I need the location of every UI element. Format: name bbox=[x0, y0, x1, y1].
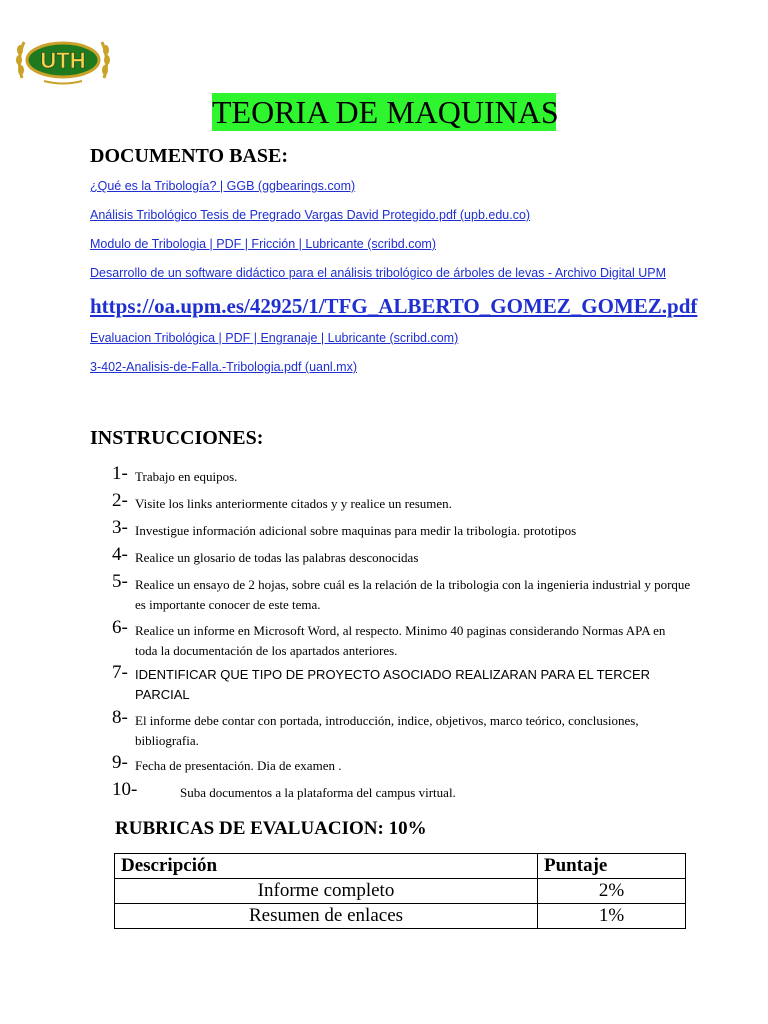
instruction-number: 1- bbox=[112, 463, 128, 484]
instruction-text: Fecha de presentación. Dia de examen . bbox=[135, 758, 342, 773]
uth-logo bbox=[14, 34, 112, 86]
instruction-number: 8- bbox=[112, 707, 128, 728]
instruction-text: Suba documentos a la plataforma del campus virtual. bbox=[180, 785, 456, 800]
instrucciones-heading: INSTRUCCIONES: bbox=[90, 427, 264, 449]
instruction-text: Realice un ensayo de 2 hojas, sobre cuál es la relación de la tribologia con la ingenieria industrial y porque es importante conocer de este tema. bbox=[135, 577, 691, 612]
instruction-text: Investigue información adicional sobre maquinas para medir la tribologia. prototipos bbox=[135, 523, 577, 538]
instruction-number: 2- bbox=[112, 490, 128, 511]
instruction-text: Realice un informe en Microsoft Word, al respecto. Minimo 40 paginas considerando Normas APA en toda la documentación de los apartados anteriores. bbox=[135, 623, 666, 658]
instruction-text: Visite los links anteriormente citados y y realice un resumen. bbox=[135, 496, 452, 511]
table-row bbox=[115, 879, 686, 904]
instruction-number: 9- bbox=[112, 752, 128, 773]
instruction-text: Realice un glosario de todas las palabras desconocidas bbox=[135, 550, 419, 565]
link-scribd-modulo[interactable]: Modulo de Tribologia | PDF | Fricción | Lubricante (scribd.com) bbox=[90, 237, 436, 251]
instruction-number: 3- bbox=[112, 517, 128, 538]
cell-descripcion: Informe completo bbox=[115, 879, 538, 904]
instruction-number: 6- bbox=[112, 617, 128, 638]
cell-puntaje: 2% bbox=[538, 879, 686, 904]
table-header-row bbox=[115, 854, 686, 879]
instruction-number: 7- bbox=[112, 662, 128, 683]
instruction-text: Trabajo en equipos. bbox=[135, 469, 238, 484]
link-upm-archivo[interactable]: Desarrollo de un software didáctico para el análisis tribológico de árboles de levas - Archivo Digital UPM bbox=[90, 266, 666, 280]
cell-descripcion: Resumen de enlaces bbox=[115, 904, 538, 929]
link-ggb[interactable]: ¿Qué es la Tribología? | GGB (ggbearings.com) bbox=[90, 179, 356, 193]
logo-text: UTH bbox=[40, 48, 86, 73]
cell-puntaje: 1% bbox=[538, 904, 686, 929]
instruction-number: 10- bbox=[112, 779, 138, 800]
column-header-descripcion: Descripción bbox=[115, 854, 538, 879]
instruction-text: IDENTIFICAR QUE TIPO DE PROYECTO ASOCIADO REALIZARAN PARA EL TERCER PARCIAL bbox=[135, 667, 651, 702]
link-upm-pdf[interactable]: https://oa.upm.es/42925/1/TFG_ALBERTO_GOMEZ_GOMEZ.pdf bbox=[90, 294, 698, 318]
instruction-number: 5- bbox=[112, 571, 128, 592]
documento-base-heading: DOCUMENTO BASE: bbox=[90, 145, 288, 167]
instruction-number: 4- bbox=[112, 544, 128, 565]
link-upb[interactable]: Análisis Tribológico Tesis de Pregrado Vargas David Protegido.pdf (upb.edu.co) bbox=[90, 208, 531, 222]
table-row bbox=[115, 904, 686, 929]
instruction-text: El informe debe contar con portada, introducción, indice, objetivos, marco teórico, conclusiones, bibliografia. bbox=[135, 713, 639, 748]
column-header-puntaje: Puntaje bbox=[538, 854, 686, 879]
link-scribd-evaluacion[interactable]: Evaluacion Tribológica | PDF | Engranaje | Lubricante (scribd.com) bbox=[90, 331, 459, 345]
page-title: TEORIA DE MAQUINAS bbox=[212, 94, 559, 130]
rubricas-heading: RUBRICAS DE EVALUACION: 10% bbox=[115, 818, 427, 839]
rubric-table bbox=[114, 853, 686, 929]
link-uanl[interactable]: 3-402-Analisis-de-Falla.-Tribologia.pdf (uanl.mx) bbox=[90, 360, 358, 374]
